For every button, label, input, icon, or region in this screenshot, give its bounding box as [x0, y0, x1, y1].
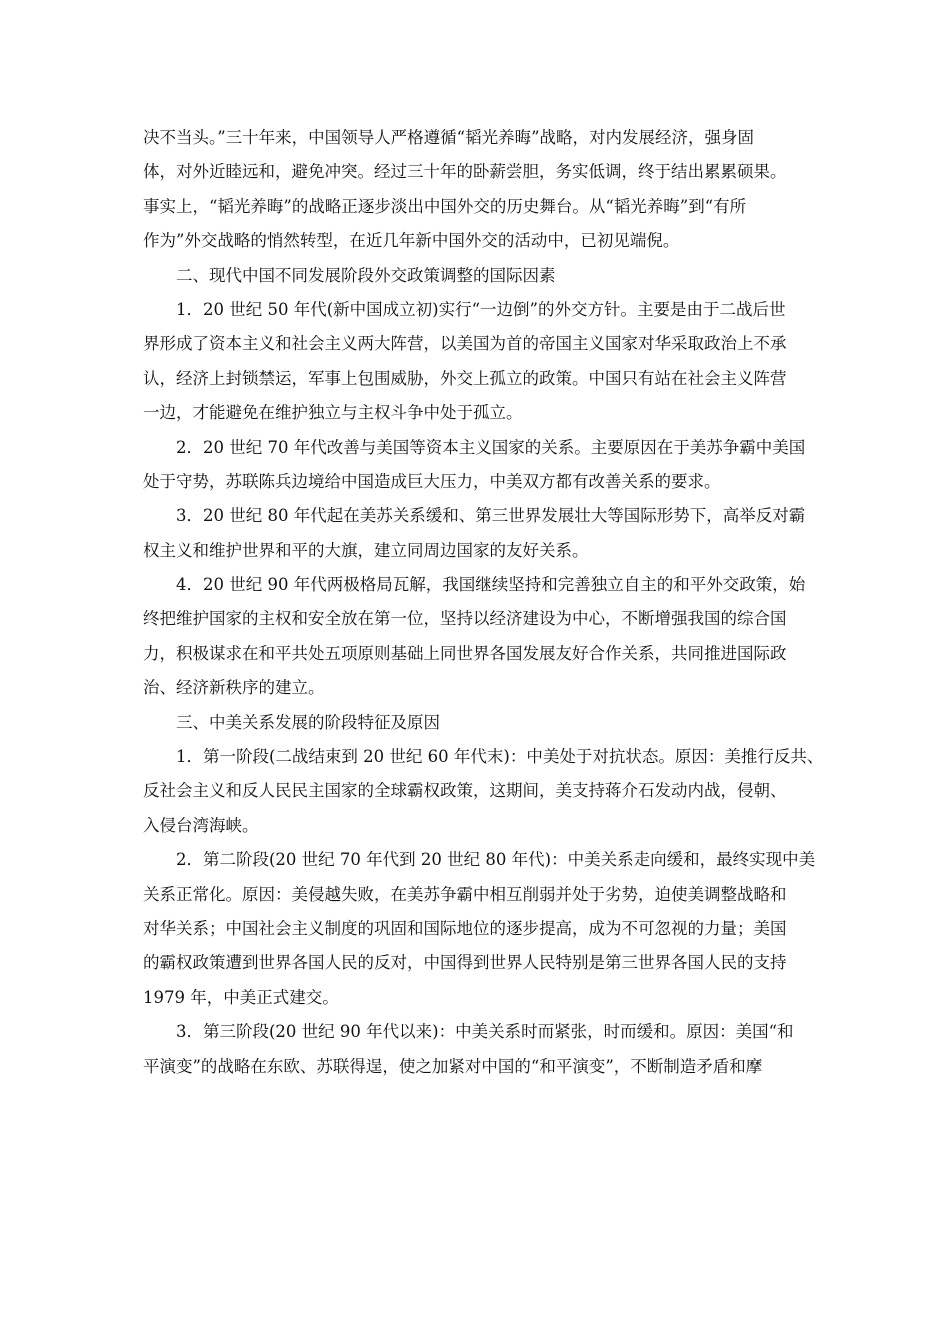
text-line: 反社会主义和反人民民主国家的全球霸权政策，这期间，美支持蒋介石发动内战，侵朝、 [143, 781, 787, 801]
text-line: 治、经济新秩序的建立。 [143, 678, 325, 698]
text-line: 界形成了资本主义和社会主义两大阵营，以美国为首的帝国主义国家对华采取政治上不承 [143, 334, 787, 354]
text-line: 的霸权政策遭到世界各国人民的反对，中国得到世界人民特别是第三世界各国人民的支持 [143, 953, 787, 973]
text-line: 1．20 世纪 50 年代(新中国成立初)实行“一边倒”的外交方针。主要是由于二战后世 [176, 299, 786, 319]
text-line: 3．第三阶段(20 世纪 90 年代以来)：中美关系时而紧张，时而缓和。原因：美国“和 [176, 1022, 794, 1042]
text-line: 平演变”的战略在东欧、苏联得逞，使之加紧对中国的“和平演变”，不断制造矛盾和摩 [143, 1056, 763, 1076]
text-line: 3．20 世纪 80 年代起在美苏关系缓和、第三世界发展壮大等国际形势下，高举反对霸 [176, 506, 806, 526]
text-line: 力，积极谋求在和平共处五项原则基础上同世界各国发展友好合作关系，共同推进国际政 [143, 643, 787, 663]
text-line: 关系正常化。原因：美侵越失败，在美苏争霸中相互削弱并处于劣势，迫使美调整战略和 [143, 884, 787, 904]
text-line: 终把维护国家的主权和安全放在第一位，坚持以经济建设为中心，不断增强我国的综合国 [143, 609, 787, 629]
text-line: 处于守势，苏联陈兵边境给中国造成巨大压力，中美双方都有改善关系的要求。 [143, 471, 721, 491]
text-line: 对华关系；中国社会主义制度的巩固和国际地位的逐步提高，成为不可忽视的力量；美国 [143, 918, 787, 938]
text-line: 2．20 世纪 70 年代改善与美国等资本主义国家的关系。主要原因在于美苏争霸中美国 [176, 437, 806, 457]
text-line: 决不当头。”三十年来，中国领导人严格遵循“韬光养晦”战略，对内发展经济，强身固 [143, 128, 755, 147]
text-line: 1．第一阶段(二战结束到 20 世纪 60 年代末)：中美处于对抗状态。原因：美推行反共、 [176, 747, 824, 767]
text-line: 权主义和维护世界和平的大旗，建立同周边国家的友好关系。 [143, 540, 589, 560]
text-line: 入侵台湾海峡。 [143, 815, 259, 835]
text-line: 1979 年，中美正式建交。 [143, 987, 339, 1007]
text-line: 4．20 世纪 90 年代两极格局瓦解，我国继续坚持和完善独立自主的和平外交政策，始 [176, 575, 806, 595]
text-line: 作为”外交战略的悄然转型，在近几年新中国外交的活动中，已初见端倪。 [143, 231, 680, 251]
text-line: 二、现代中国不同发展阶段外交政策调整的国际因素 [176, 265, 556, 285]
text-line: 2．第二阶段(20 世纪 70 年代到 20 世纪 80 年代)：中美关系走向缓和，最终实现中美 [176, 850, 816, 870]
text-line: 事实上，“韬光养晦”的战略正逐步淡出中国外交的历史舞台。从“韬光养晦”到“有所 [143, 196, 747, 216]
text-line: 三、中美关系发展的阶段特征及原因 [176, 712, 440, 732]
text-line: 体，对外近睦远和，避免冲突。经过三十年的卧薪尝胆，务实低调，终于结出累累硕果。 [143, 162, 787, 182]
document-page [143, 121, 824, 1084]
text-line: 认，经济上封锁禁运，军事上包围威胁，外交上孤立的政策。中国只有站在社会主义阵营 [143, 368, 787, 388]
text-line: 一边，才能避免在维护独立与主权斗争中处于孤立。 [143, 403, 523, 423]
